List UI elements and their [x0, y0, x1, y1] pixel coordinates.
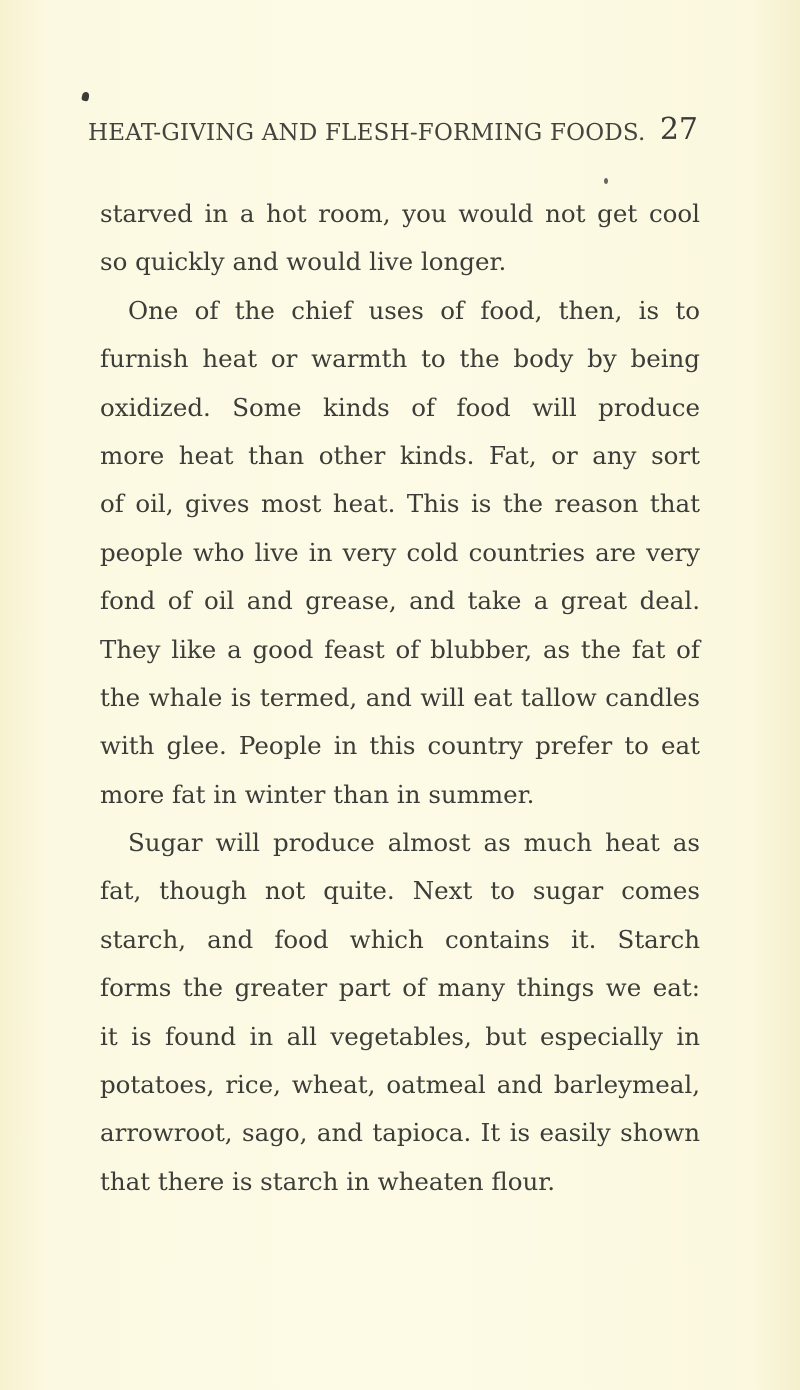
- text-line: One of the chief uses of food, then, is to: [128, 295, 700, 325]
- text-line: the whale is termed, and will eat tallow candles: [100, 682, 700, 712]
- page-number: 27: [659, 112, 698, 147]
- running-head: [88, 112, 698, 158]
- text-line: with glee. People in this country prefer to eat: [100, 731, 700, 761]
- text-line: Sugar will produce almost as much heat as: [128, 828, 700, 858]
- text-line: people who live in very cold countries are very: [100, 537, 700, 567]
- text-line: starved in a hot room, you would not get cool: [100, 199, 700, 228]
- text-line: that there is starch in wheaten flour.: [100, 1166, 556, 1196]
- ink-dot: [604, 178, 608, 184]
- text-line: They like a good feast of blubber, as the fat of: [100, 634, 700, 664]
- text-line: furnish heat or warmth to the body by being: [100, 344, 700, 374]
- running-title: HEAT-GIVING AND FLESH-FORMING FOODS.: [88, 120, 646, 146]
- text-line: it is found in all vegetables, but especially in: [100, 1021, 700, 1051]
- text-line: potatoes, rice, wheat, oatmeal and barleymeal,: [100, 1070, 700, 1100]
- text-line: more heat than other kinds. Fat, or any sort: [100, 440, 700, 470]
- text-line: arrowroot, sago, and tapioca. It is easily shown: [100, 1118, 700, 1148]
- text-line: more fat in winter than in summer.: [100, 779, 535, 809]
- body-text: [100, 190, 700, 1206]
- text-line: forms the greater part of many things we eat:: [100, 973, 700, 1003]
- text-line: starch, and food which contains it. Starch: [100, 924, 700, 954]
- text-line: of oil, gives most heat. This is the reason that: [100, 489, 700, 519]
- text-line: oxidized. Some kinds of food will produce: [100, 392, 700, 422]
- text-line: so quickly and would live longer.: [100, 247, 507, 277]
- ink-mark: [81, 91, 90, 101]
- text-line: fat, though not quite. Next to sugar comes: [100, 876, 700, 906]
- text-line: fond of oil and grease, and take a great deal.: [100, 586, 700, 616]
